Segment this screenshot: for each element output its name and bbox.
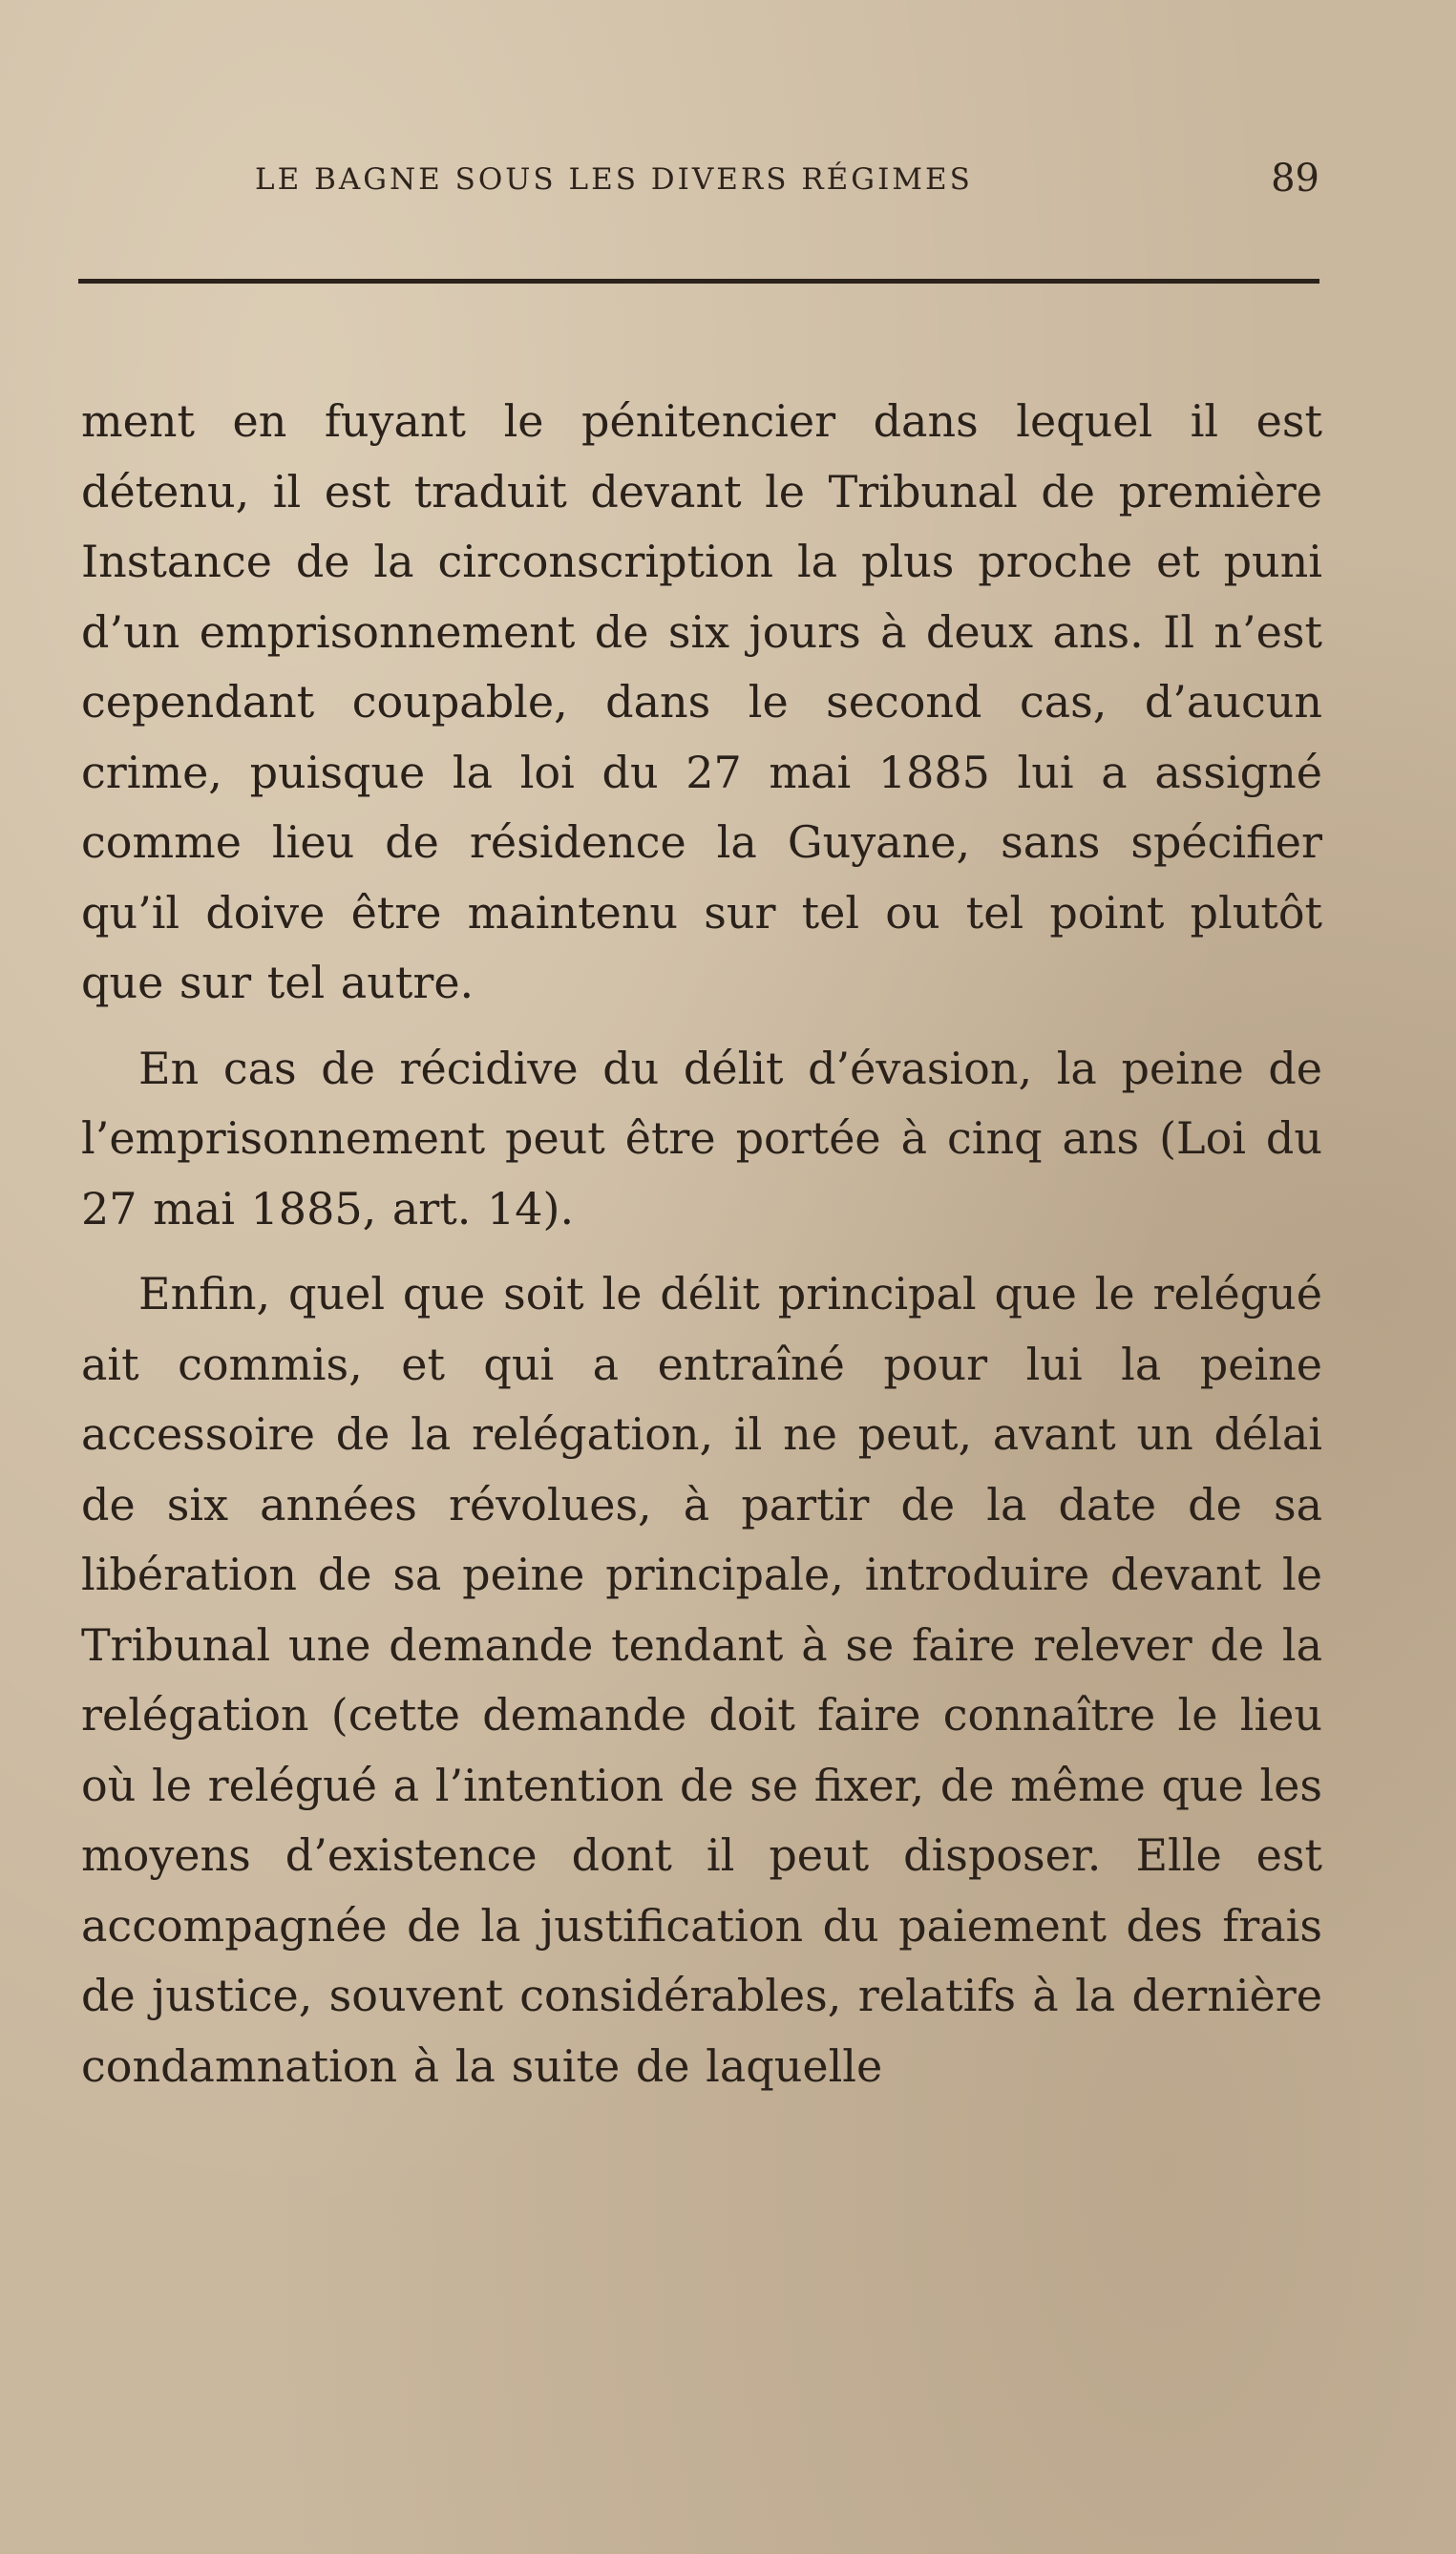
paragraph: En cas de récidive du délit d’évasion, la peine de l’emprisonnement peut être portée à cinq ans (Loi du 27 mai 1885, art. 14). <box>81 1042 1322 1235</box>
paragraph: Enfin, quel que soit le délit principal que le relégué ait commis, et qui a entraîné pour lui la peine accessoire de la relégation, il ne peut, avant un délai de six années révolues, à partir de la date de sa libération de sa peine principale, introduire devant le Tribunal une demande tendant à se faire relever de la relégation (cette demande doit faire connaître le lieu où le relégué a l’intention de se fixer, de même que les moyens d’existence dont il peut disposer. Elle est accompagnée de la justification du paiement des frais de justice, souvent considérables, relatifs à la dernière condamnation à la suite de laquelle <box>81 1268 1322 2092</box>
running-head <box>78 153 1319 210</box>
paragraph: ment en fuyant le pénitencier dans lequel il est détenu, il est traduit devant le Tribunal de première Instance de la circonscription la plus proche et puni d’un emprisonnement de six jours à deux ans. Il n’est cependant coupable, dans le second cas, d’aucun crime, puisque la loi du 27 mai 1885 lui a assigné comme lieu de résidence la Guyane, sans spécifier qu’il doive être maintenu sur tel ou tel point plutôt que sur tel autre. <box>81 395 1322 1008</box>
page-number: 89 <box>1271 157 1319 201</box>
header-rule <box>78 279 1319 284</box>
body-text <box>81 387 1322 2101</box>
running-title: LE BAGNE SOUS LES DIVERS RÉGIMES <box>255 162 973 197</box>
